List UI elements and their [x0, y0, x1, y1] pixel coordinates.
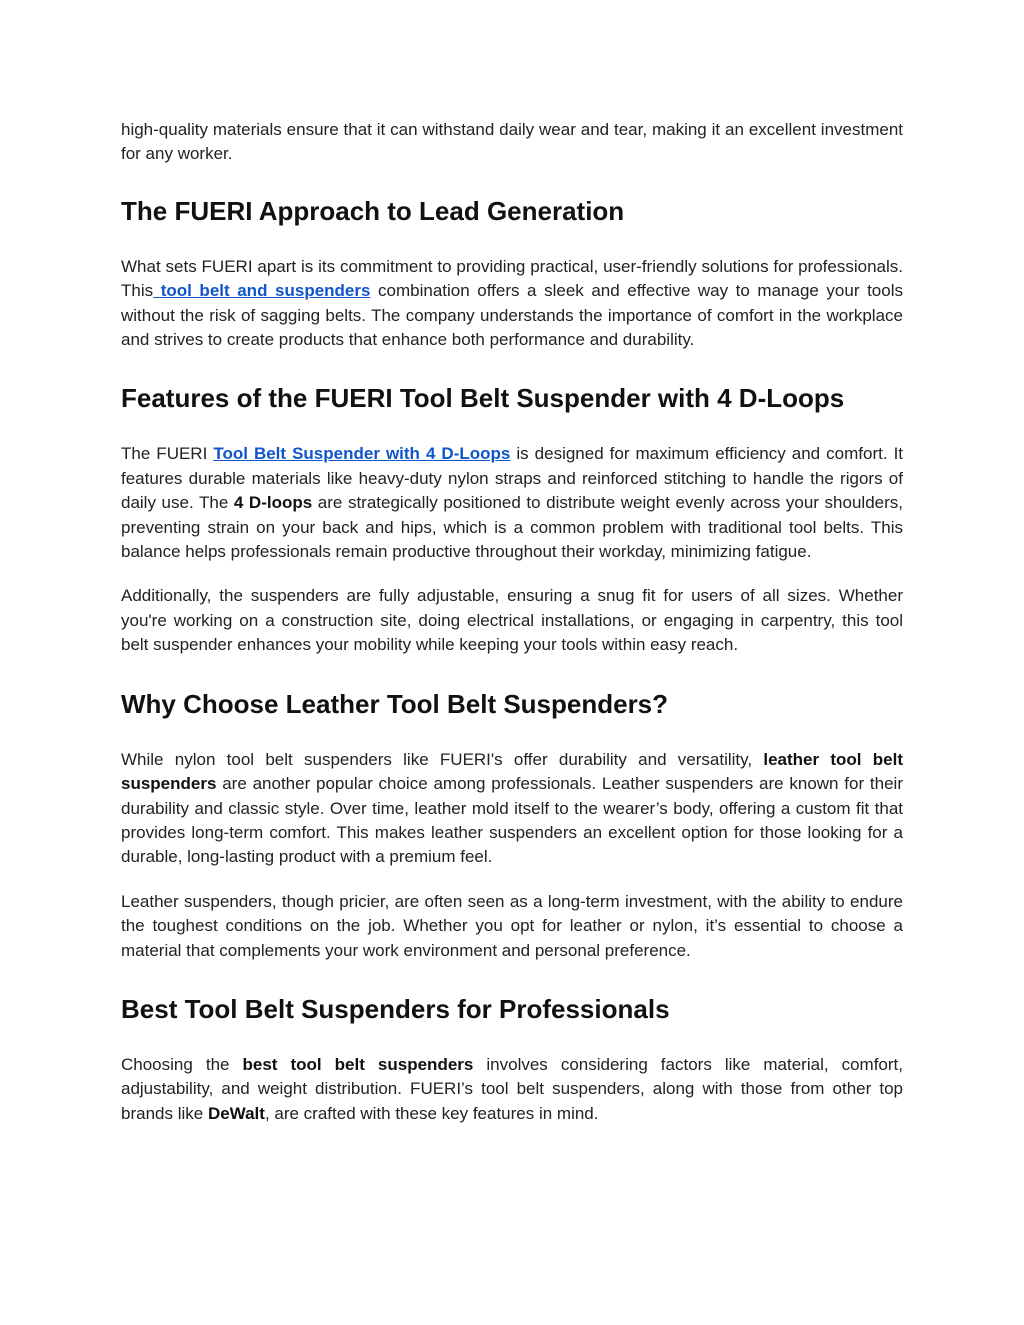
fueri-approach-paragraph [121, 255, 903, 353]
text-run: While nylon tool belt suspenders like FUERI's offer durability and versatility, [121, 749, 764, 769]
bold-text: best tool belt suspenders [242, 1054, 474, 1074]
text-run: is designed for maximum efficiency and comfort. It features durable materials like heavy-duty nylon straps and reinforced stitching to handle the rigors of daily use. The [121, 444, 904, 513]
leather-paragraph-1 [121, 748, 903, 870]
features-paragraph-1 [121, 442, 903, 564]
text-run: What sets FUERI apart is its commitment to providing practical, user-friendly solutions for professionals. This [121, 256, 903, 301]
bold-text: DeWalt [207, 1103, 265, 1123]
text-run: combination offers a sleek and effective way to manage your tools without the risk of sagging belts. The company understands the importance of comfort in the workplace and strives to create products that enhance both performance and durability. [121, 281, 903, 350]
document-page [121, 118, 903, 1126]
section-heading-features: Features of the FUERI Tool Belt Suspender with 4 D-Loops [121, 383, 845, 414]
section-heading-best: Best Tool Belt Suspenders for Professionals [121, 993, 670, 1024]
section-heading-leather: Why Choose Leather Tool Belt Suspenders? [121, 688, 669, 719]
text-run: are another popular choice among professionals. Leather suspenders are known for their durability and classic style. Over time, leather mold itself to the wearer’s body, offering a custom fit that provides long-term comfort. This makes leather suspenders an excellent option for those looking for a durable, long-lasting product with a premium feel. [121, 774, 903, 867]
tool-belt-suspender-4-d-loops-link[interactable]: Tool Belt Suspender with 4 D-Loops [213, 444, 511, 464]
text-run: The FUERI [121, 444, 214, 464]
text-run: Choosing the [121, 1054, 243, 1074]
tool-belt-and-suspenders-link[interactable]: tool belt and suspenders [153, 281, 371, 301]
features-paragraph-2: Additionally, the suspenders are fully adjustable, ensuring a snug fit for users of all sizes. Whether you're working on a construction site, doing electrical installations, or engaging in carpentry, this tool belt suspender enhances your mobility while keeping your tools within easy reach. [121, 586, 903, 655]
bold-text: leather tool belt suspenders [121, 749, 903, 794]
leather-paragraph-2: Leather suspenders, though pricier, are often seen as a long-term investment, with the ability to endure the toughest conditions on the job. Whether you opt for leather or nylon, it’s essential to choose a material that complements your work environment and personal preference. [121, 891, 903, 960]
best-paragraph [121, 1053, 903, 1126]
intro-paragraph: high-quality materials ensure that it can withstand daily wear and tear, making it an excellent investment for any worker. [121, 120, 903, 164]
section-heading-fueri-approach: The FUERI Approach to Lead Generation [121, 195, 625, 226]
bold-text: 4 D-loops [233, 493, 313, 513]
text-run: , are crafted with these key features in mind. [264, 1103, 599, 1123]
text-run: are strategically positioned to distribute weight evenly across your shoulders, preventing strain on your back and hips, which is a common problem with traditional tool belts. This balance helps professionals remain productive throughout their workday, minimizing fatigue. [121, 493, 903, 562]
text-run: involves considering factors like material, comfort, adjustability, and weight distribution. FUERI’s tool belt suspenders, along with those from other top brands like [121, 1054, 903, 1123]
